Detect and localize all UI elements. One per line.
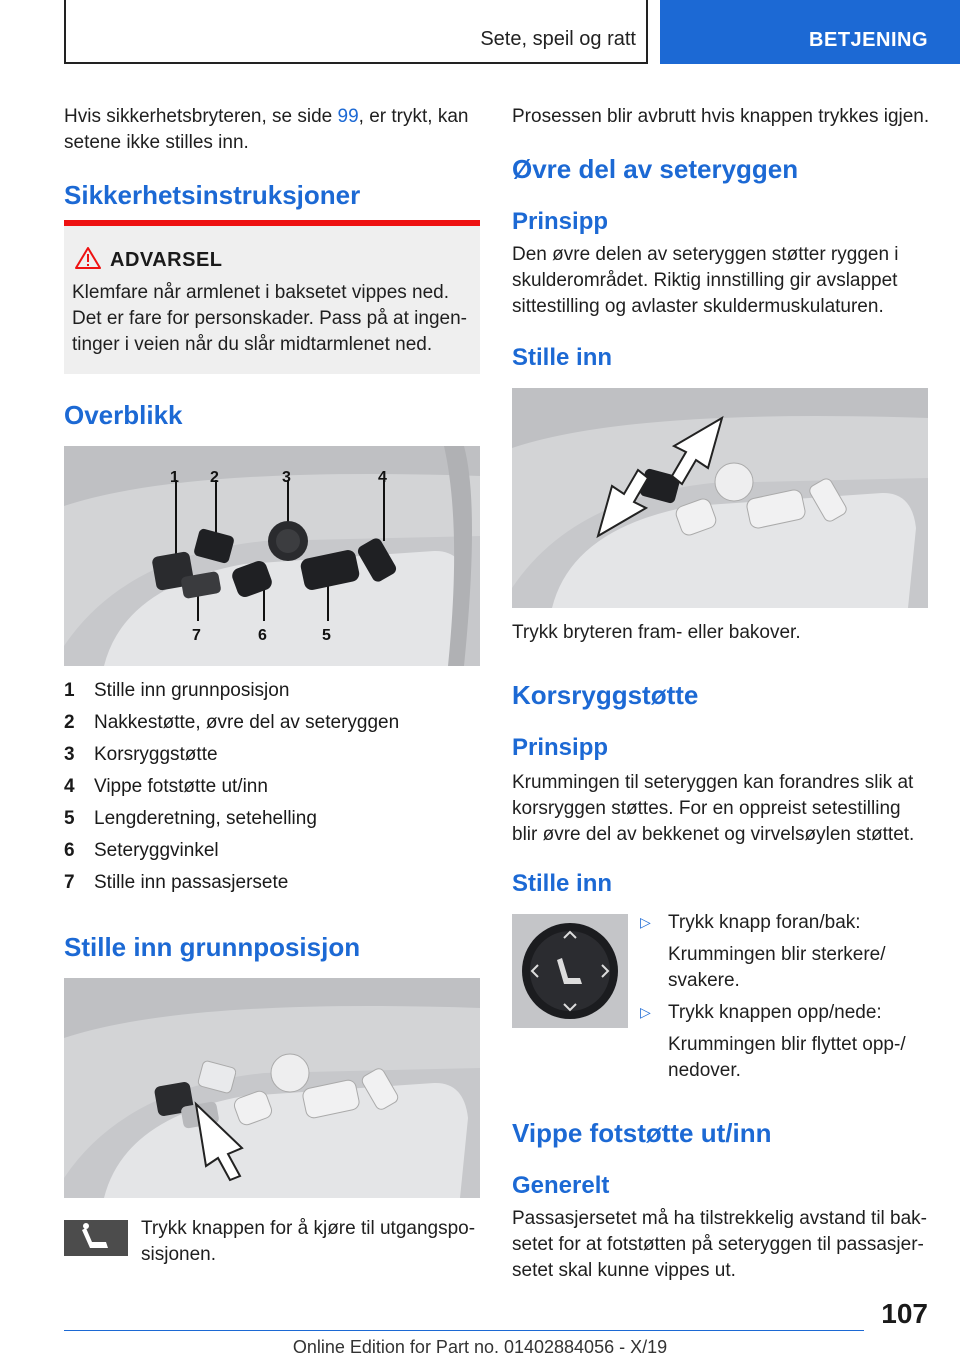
callout-7: 7 [192, 627, 201, 644]
upper-principle-line-1: Den øvre delen av seteryggen støtter ryggen i [512, 244, 899, 265]
seat-reset-icon [64, 1220, 128, 1256]
bullet-triangle-icon: ▷ [640, 1004, 651, 1020]
list-item: Lengderetning, setehelling [94, 808, 317, 829]
foot-support-heading: Vippe fotstøtte ut/inn [512, 1118, 772, 1148]
lumbar-bullet-1-result-line-1: Krummingen blir sterkere/ [668, 944, 886, 965]
lumbar-heading: Korsryggstøtte [512, 680, 699, 710]
lumbar-principle-line-1: Krummingen til seteryggen kan forandres slik at [512, 772, 914, 793]
header-section-title: Sete, speil og ratt [480, 28, 636, 50]
list-item: Seteryggvinkel [94, 840, 219, 861]
lumbar-principle-line-2: korsryggen støttes. For en oppreist setestilling [512, 798, 901, 819]
callout-5: 5 [322, 627, 331, 644]
foot-line-2: setet for at fotstøtten på seteryggen til passasjer- [512, 1234, 924, 1255]
safety-heading: Sikkerhetsinstruksjoner [64, 180, 361, 210]
foot-line-3: setet skal kunne vippes ut. [512, 1260, 736, 1281]
upper-principle-line-2: skulderområdet. Riktig innstilling gir avslappet [512, 270, 898, 291]
page-number: 107 [881, 1298, 928, 1329]
lumbar-adjust-heading: Stille inn [512, 870, 613, 897]
list-item-num: 2 [64, 712, 75, 733]
list-item: Nakkestøtte, øvre del av seteryggen [94, 712, 400, 733]
intro-paragraph [64, 104, 468, 130]
callout-1: 1 [170, 469, 179, 486]
footer-divider [64, 1330, 864, 1331]
header-chapter-label: BETJENING [809, 29, 928, 51]
intro-line-2: setene ikke stilles inn. [64, 132, 249, 153]
warning-line-1: Klemfare når armlenet i baksetet vippes ned. [72, 282, 450, 303]
lumbar-bullet-1-result-line-2: svakere. [668, 970, 740, 991]
list-item-num: 4 [64, 776, 75, 797]
upper-caption: Trykk bryteren fram- eller bakover. [512, 622, 801, 643]
lumbar-support-knob-image [512, 914, 628, 1028]
header-chapter-tab [660, 0, 960, 64]
lumbar-principle-heading: Prinsipp [512, 734, 609, 761]
seat-reset-button-image [64, 978, 480, 1198]
page-link[interactable]: 99 [337, 106, 359, 127]
warning-title: ADVARSEL [110, 249, 223, 271]
list-item-num: 6 [64, 840, 75, 861]
general-heading: Generelt [512, 1172, 610, 1199]
overview-heading: Overblikk [64, 400, 183, 430]
callout-6: 6 [258, 627, 267, 644]
warning-triangle-icon [74, 246, 102, 270]
list-item-num: 5 [64, 808, 75, 829]
list-item: Stille inn grunnposisjon [94, 680, 290, 701]
list-item-num: 1 [64, 680, 75, 701]
upper-principle-heading: Prinsipp [512, 208, 609, 235]
basic-caption-line-1: Trykk knappen for å kjøre til utgangspo- [141, 1218, 476, 1239]
callout-2: 2 [210, 469, 219, 486]
basic-position-heading: Stille inn grunnposisjon [64, 932, 361, 962]
right-intro: Prosessen blir avbrutt hvis knappen trykkes igjen. [512, 106, 930, 127]
callout-4: 4 [378, 469, 387, 486]
upper-principle-line-3: sittestilling og avlaster skuldermuskulaturen. [512, 296, 884, 317]
warning-line-2: Det er fare for personskader. Pass på at ingen- [72, 308, 467, 329]
upper-back-heading: Øvre del av seteryggen [512, 154, 799, 184]
list-item-num: 3 [64, 744, 75, 765]
intro-text-end: , er trykt, kan [358, 106, 469, 127]
list-item-num: 7 [64, 872, 75, 893]
intro-text: Hvis sikkerhetsbryteren, se side [64, 106, 338, 127]
lumbar-principle-line-3: blir øvre del av bekkenet og virvelsøylen støttet. [512, 824, 915, 845]
lumbar-bullet-1-action: Trykk knapp foran/bak: [668, 912, 861, 933]
basic-caption-line-2: sisjonen. [141, 1244, 216, 1265]
lumbar-bullet-2-result-line-2: nedover. [668, 1060, 741, 1081]
lumbar-bullet-2-result-line-1: Krummingen blir flyttet opp-/ [668, 1034, 906, 1055]
list-item: Vippe fotstøtte ut/inn [94, 776, 268, 797]
upper-backrest-switch-image [512, 388, 928, 608]
callout-3: 3 [282, 469, 291, 486]
warning-line-3: tinger i veien når du slår midtarmlenet ned. [72, 334, 433, 355]
seat-controls-overview-image [64, 446, 480, 666]
list-item: Stille inn passasjersete [94, 872, 289, 893]
foot-line-1: Passasjersetet må ha tilstrekkelig avstand til bak- [512, 1208, 928, 1229]
lumbar-bullet-2-action: Trykk knappen opp/nede: [668, 1002, 882, 1023]
bullet-triangle-icon: ▷ [640, 914, 651, 930]
footer-edition: Online Edition for Part no. 01402884056 - X/19 [292, 1337, 668, 1357]
list-item: Korsryggstøtte [94, 744, 218, 765]
upper-adjust-heading: Stille inn [512, 344, 613, 371]
